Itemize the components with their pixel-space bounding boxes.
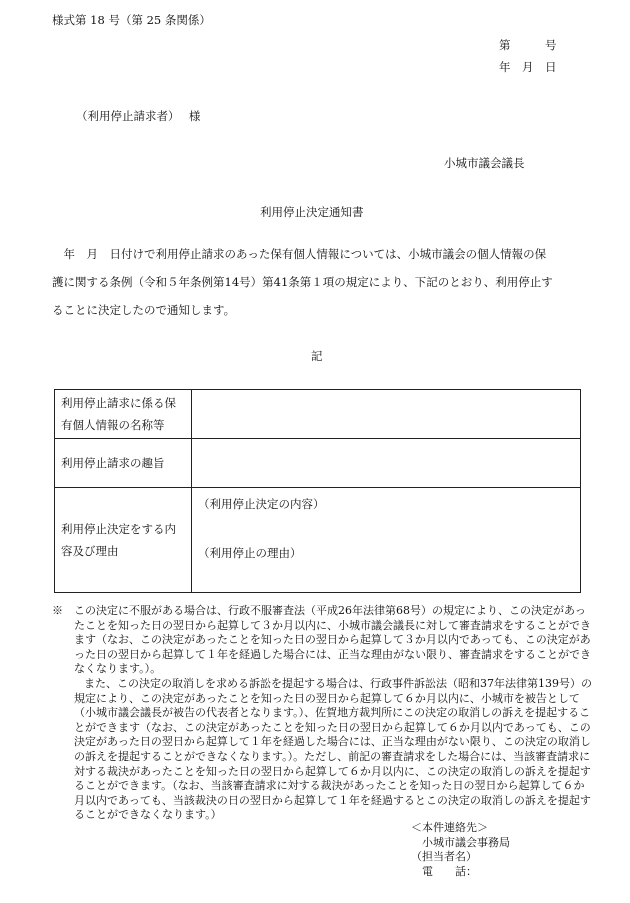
body-text [52,240,592,324]
label-line: 容及び理由 [61,544,119,558]
decision-reason-heading: （利用停止の理由） [198,546,302,560]
decision-content-heading: （利用停止決定の内容） [198,497,325,511]
appeal-notice-review: ※ この決定に不服がある場合は、行政不服審査法（平成26年法律第68号）の規定により、この決定があったことを知った日の翌日から起算して３か月以内に、小城市議会議長に対して審査請求をすることができます（なお、この決定があったことを知った日の翌日から起算して３か月以内であっても、この決定があった日の翌日から起算して１年を経過した場合には、正当な理由がない限り、審査請求をすることができなくなります。）。 [52,604,591,676]
request-info-value [192,390,581,439]
decision-value [192,488,581,593]
ki-heading: 記 [311,349,323,363]
sender: 小城市議会議長 [444,156,525,170]
table-row [55,439,581,488]
addressee: （利用停止請求者） 様 [76,109,201,123]
decision-label [55,488,192,593]
body-line: 護に関する条例（令和５年条例第14号）第41条第１項の規定により、下記のとおり、利用停止す [52,275,553,289]
label-line: 有個人情報の名称等 [61,418,165,432]
label-line: 利用停止請求に係る保 [61,396,176,410]
label-line: 利用停止決定をする内 [61,522,176,536]
table-row [55,488,581,593]
table-row [55,390,581,439]
appeal-notice [52,604,592,823]
contact-person: （担当者名） [411,850,477,864]
body-line: 年 月 日付けで利用停止請求のあった保有個人情報については、小城市議会の個人情報の保 [52,247,547,261]
contact-block [411,821,510,879]
body-line: ることに決定したので通知します。 [52,303,236,317]
form-number: 様式第 18 号（第 25 条関係） [52,13,211,27]
request-purpose-value [192,439,581,488]
appeal-notice-lawsuit: また、この決定の取消しを求める訴訟を提起する場合は、行政事件訴訟法（昭和37年法律第139号）の規定により、この決定があったことを知った日の翌日から起算して６か月以内に、小城市を被告として（小城市議会議長が被告の代表者となります。）、佐賀地方裁判所にこの決定の取消しの訴えを提起することができます（なお、この決定があったことを知った日の翌日から起算して６か月以内であっても、この決定があった日の翌日から起算して１年を経過した場合には、正当な理由がない限り、この決定の取消しの訴えを提起することができなくなります。）。ただし、前記の審査請求をした場合には、当該審査請求に対する裁決があったことを知った日の翌日から起算して６か月以内に、この決定の取消しの訴えを提起することができます。（なお、当該審査請求に対する裁決があったことを知った日の翌日から起算して６か月以内であっても、当該裁決の日の翌日から起算して１年を経過するとこの決定の取消しの訴えを提起することができなくなります。） [74,676,592,822]
request-info-label [55,390,192,439]
document-date: 年 月 日 [499,60,557,74]
contact-office: 小城市議会事務局 [411,835,510,849]
request-purpose-label: 利用停止請求の趣旨 [55,439,192,488]
contact-phone: 電 話： [411,864,477,878]
document-title: 利用停止決定通知書 [260,205,364,219]
contact-heading: ＜本件連絡先＞ [411,821,488,834]
decision-table [54,389,581,593]
document-number: 第 号 [499,38,557,52]
